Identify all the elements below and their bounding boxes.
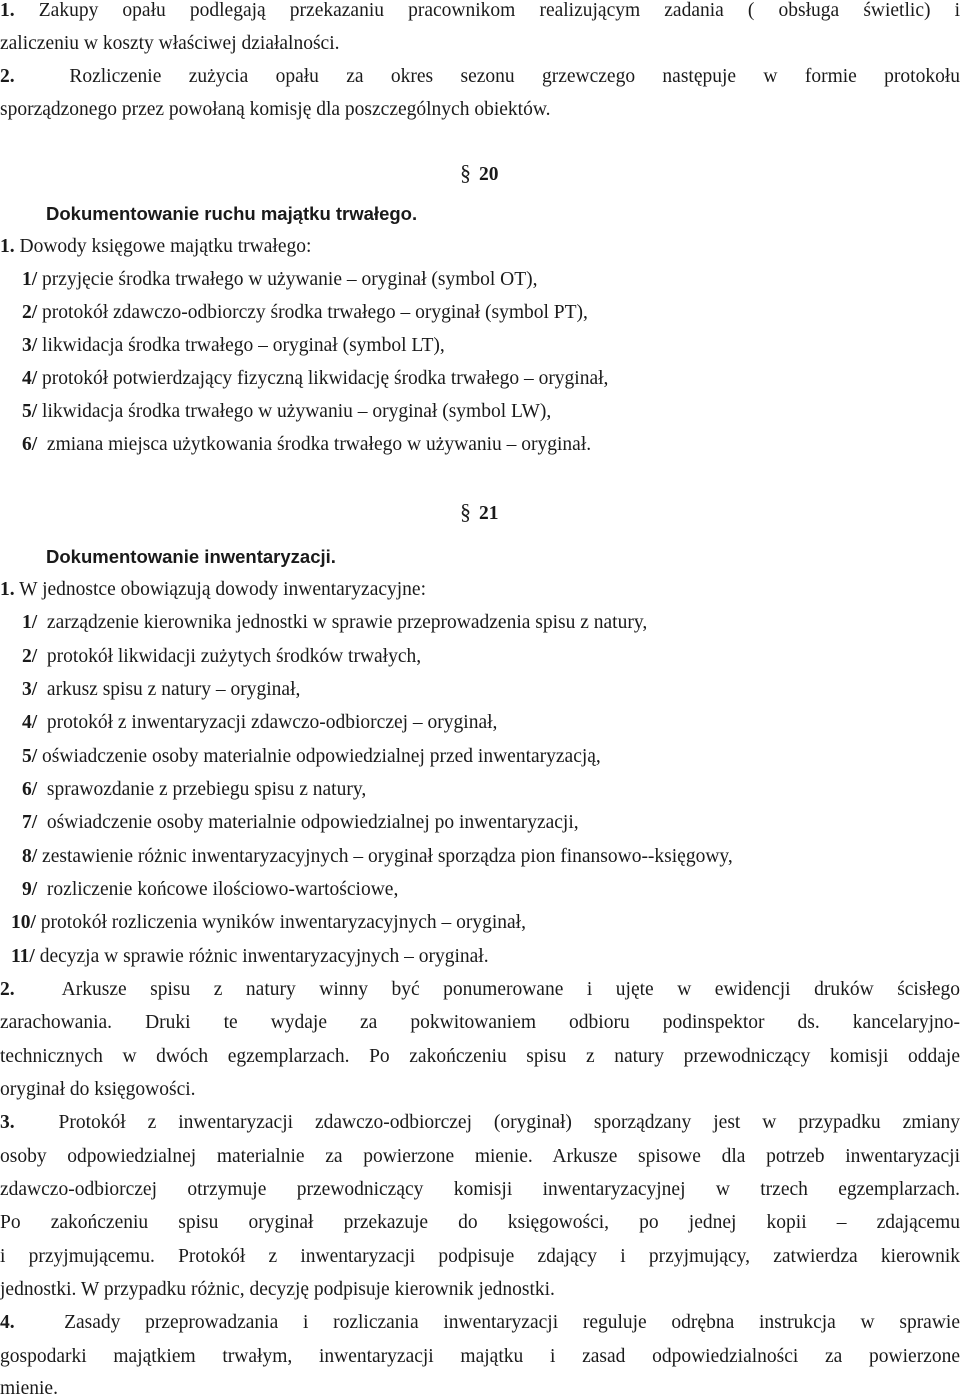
section-21-number: § 21 xyxy=(460,499,499,524)
section-20-item: 2/ protokół zdawczo-odbiorczy środka trwałego – oryginał (symbol PT), xyxy=(22,302,588,323)
section-symbol-icon: § xyxy=(460,499,471,524)
section-21-point-3-line: zdawczo-odbiorczej otrzymuje przewodniczący komisji inwentaryzacyjnej w trzech egzemplarzach. xyxy=(0,1179,960,1200)
section-21-point-3-line: 3. Protokół z inwentaryzacji zdawczo-odbiorczej (oryginał) sporządzany jest w przypadku zmiany xyxy=(0,1112,960,1133)
section-21-item: 4/ protokół z inwentaryzacji zdawczo-odbiorczej – oryginał, xyxy=(22,712,498,733)
section-21-point-2-line: zarachowania. Druki te wydaje za pokwitowaniem odbioru podinspektor ds. kancelaryjno- xyxy=(0,1012,960,1033)
section-21-item: 9/ rozliczenie końcowe ilościowo-wartościowe, xyxy=(22,879,399,900)
section-21-point-3-line: jednostki. W przypadku różnic, decyzję podpisuje kierownik jednostki. xyxy=(0,1279,555,1300)
section-20-item: 1/ przyjęcie środka trwałego w używanie – oryginał (symbol OT), xyxy=(22,269,538,290)
section-20-number: § 20 xyxy=(460,160,499,185)
section-21-item: 3/ arkusz spisu z natury – oryginał, xyxy=(22,679,301,700)
section-21-point-3-line: osoby odpowiedzialnej materialnie za powierzone mienie. Arkusze spisowe dla potrzeb inwentaryzacji xyxy=(0,1146,960,1167)
section-20-point-1: 1. Dowody księgowe majątku trwałego: xyxy=(0,236,312,257)
section-20-item: 6/ zmiana miejsca użytkowania środka trwałego w używaniu – oryginał. xyxy=(22,434,592,455)
section-21-item: 8/ zestawienie różnic inwentaryzacyjnych – oryginał sporządza pion finansowo--księgowy, xyxy=(22,846,733,867)
section-21-point-2-line: technicznych w dwóch egzemplarzach. Po zakończeniu spisu z natury przewodniczący komisji oddaje xyxy=(0,1046,960,1067)
section-21-item: 11/ decyzja w sprawie różnic inwentaryzacyjnych – oryginał. xyxy=(11,946,489,967)
section-21-point-2-line: oryginał do księgowości. xyxy=(0,1079,196,1100)
intro-line-4: sporządzonego przez powołaną komisję dla poszczególnych obiektów. xyxy=(0,99,551,120)
section-21-point-4-line: mienie. xyxy=(0,1378,58,1399)
section-20-item: 4/ protokół potwierdzający fizyczną likwidację środka trwałego – oryginał, xyxy=(22,368,609,389)
section-symbol-icon: § xyxy=(460,160,471,185)
section-20-item: 3/ likwidacja środka trwałego – oryginał (symbol LT), xyxy=(22,335,445,356)
section-21-point-3-line: i przyjmującemu. Protokół z inwentaryzacji podpisuje zdający i przyjmujący, zatwierdza kierownik xyxy=(0,1246,960,1267)
section-21-item: 1/ zarządzenie kierownika jednostki w sprawie przeprowadzenia spisu z natury, xyxy=(22,612,648,633)
intro-line-1: 1. Zakupy opału podlegają przekazaniu pracownikom realizującym zadania ( obsługa świetlic) i xyxy=(0,0,960,21)
section-21-point-2-line: 2. Arkusze spisu z natury winny być ponumerowane i ujęte w ewidencji druków ścisłego xyxy=(0,979,960,1000)
section-21-title: Dokumentowanie inwentaryzacji. xyxy=(46,546,336,567)
section-20-item: 5/ likwidacja środka trwałego w używaniu – oryginał (symbol LW), xyxy=(22,401,552,422)
section-21-point-3-line: Po zakończeniu spisu oryginał przekazuje do księgowości, po jednej kopii – zdającemu xyxy=(0,1212,960,1233)
section-21-point-4-line: 4. Zasady przeprowadzania i rozliczania inwentaryzacji reguluje odrębna instrukcja w sprawie xyxy=(0,1312,960,1333)
section-20-title: Dokumentowanie ruchu majątku trwałego. xyxy=(46,203,418,224)
section-21-item: 7/ oświadczenie osoby materialnie odpowiedzialnej po inwentaryzacji, xyxy=(22,812,579,833)
intro-line-3: 2. Rozliczenie zużycia opału za okres sezonu grzewczego następuje w formie protokołu xyxy=(0,66,960,87)
section-21-item: 2/ protokół likwidacji zużytych środków trwałych, xyxy=(22,646,422,667)
intro-line-2: zaliczeniu w koszty właściwej działalności. xyxy=(0,33,340,54)
section-21-point-4-line: gospodarki majątkiem trwałym, inwentaryzacji majątku i zasad odpowiedzialności za powierzone xyxy=(0,1346,960,1367)
section-21-item: 10/ protokół rozliczenia wyników inwentaryzacyjnych – oryginał, xyxy=(11,912,526,933)
section-21-item: 6/ sprawozdanie z przebiegu spisu z natury, xyxy=(22,779,367,800)
section-21-item: 5/ oświadczenie osoby materialnie odpowiedzialnej przed inwentaryzacją, xyxy=(22,746,601,767)
section-21-point-1: 1. W jednostce obowiązują dowody inwentaryzacyjne: xyxy=(0,579,426,600)
